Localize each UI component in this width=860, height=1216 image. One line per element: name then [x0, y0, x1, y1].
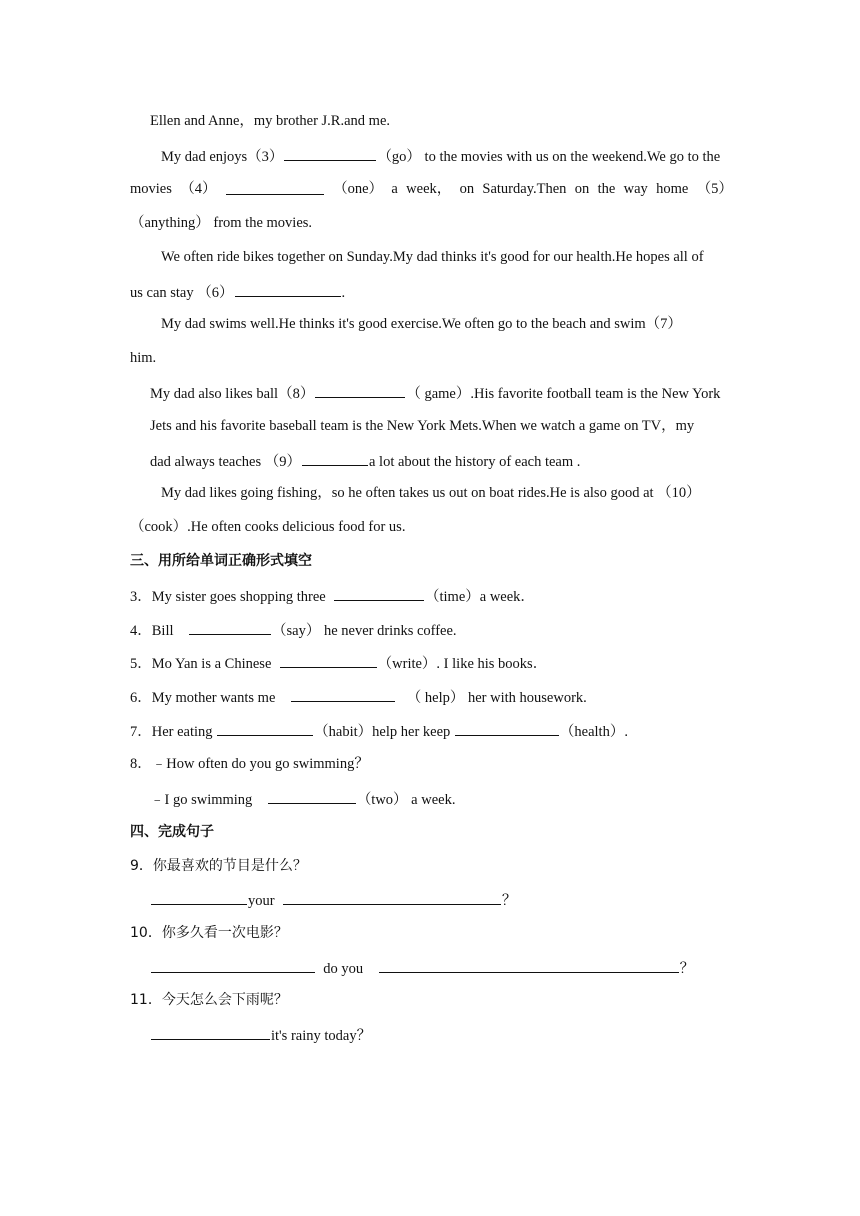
question-10: [130, 923, 288, 943]
question-text: （time）a week．: [424, 589, 535, 605]
passage-text: us can stay （6）: [130, 285, 234, 301]
passage-line-7: My dad swims well.He thinks it's good exercise.We often go to the beach and swim（7）: [161, 316, 682, 332]
passage-word: （5）: [696, 181, 733, 197]
section-heading-4: 四、完成句子: [130, 824, 214, 840]
question-7: [130, 720, 628, 742]
question-8-answer: [150, 788, 455, 810]
passage-word: way: [623, 181, 648, 197]
blank-q5[interactable]: [280, 652, 377, 668]
passage-line-4: （anything） from the movies.: [130, 215, 313, 231]
question-3: [130, 585, 535, 607]
blank-3[interactable]: [284, 145, 376, 161]
question-11: [130, 990, 288, 1010]
passage-line-5: We often ride bikes together on Sunday.My dad thinks it's good for our health.He hopes all of: [161, 249, 704, 265]
blank-8[interactable]: [315, 382, 405, 398]
passage-line-8: him.: [130, 350, 157, 366]
passage-word: a: [391, 181, 398, 197]
answer-text: your: [248, 893, 275, 909]
passage-text: dad always teaches （9）: [150, 454, 301, 470]
passage-word: week，: [406, 181, 452, 197]
passage-word: on: [574, 181, 590, 197]
blank-q6[interactable]: [291, 686, 395, 702]
question-text: （habit）help her keep: [314, 724, 451, 740]
blank-q9-1[interactable]: [151, 889, 247, 905]
question-text: 7．Her eating: [130, 724, 213, 740]
passage-line-6: [130, 281, 345, 303]
passage-text: My dad enjoys（3）: [161, 149, 284, 165]
passage-word: movies: [130, 181, 172, 197]
question-text: 9．你最喜欢的节目是什么？: [130, 858, 307, 874]
blank-q9-2[interactable]: [283, 889, 501, 905]
blank-q10-2[interactable]: [379, 957, 679, 973]
passage-text: （go） to the movies with us on the weekend.We go to the: [377, 149, 721, 165]
blank-q3[interactable]: [334, 585, 424, 601]
question-text: （ help） her with housework.: [406, 690, 587, 706]
question-text: 4．Bill: [130, 623, 174, 639]
answer-text: it's rainy today？: [271, 1028, 372, 1044]
blank-q7-habit[interactable]: [217, 720, 313, 736]
passage-word: on: [459, 181, 475, 197]
blank-q10-1[interactable]: [151, 957, 315, 973]
section-heading-3: 三、用所给单词正确形式填空: [130, 553, 312, 569]
passage-line-11: [150, 450, 580, 472]
question-text: 6．My mother wants me: [130, 690, 276, 706]
question-11-answer: [150, 1024, 371, 1046]
blank-9[interactable]: [302, 450, 368, 466]
answer-text: do you: [323, 961, 364, 977]
blank-4[interactable]: [226, 179, 324, 195]
question-6: [130, 686, 587, 708]
passage-text: My dad also likes ball（8）: [150, 386, 315, 402]
blank-q11[interactable]: [151, 1024, 270, 1040]
passage-word: （one）: [333, 181, 384, 197]
passage-line-12: My dad likes going fishing，so he often takes us out on boat rides.He is also good at （10）: [161, 485, 701, 501]
question-text: （health）.: [559, 724, 628, 740]
question-9-answer: [150, 889, 516, 911]
passage-line-2: [161, 145, 720, 167]
question-text: （two） a week.: [356, 792, 456, 808]
passage-text: （ game）.His favorite football team is the New York: [406, 386, 721, 402]
passage-line-1: Ellen and Anne，my brother J.R.and me.: [150, 113, 391, 129]
blank-q7-health[interactable]: [455, 720, 559, 736]
passage-text: a lot about the history of each team .: [369, 454, 581, 470]
passage-word: （4）: [180, 181, 217, 197]
passage-line-3: [130, 179, 733, 199]
question-4: [130, 619, 457, 641]
passage-line-13: （cook）.He often cooks delicious food for us.: [130, 519, 406, 535]
question-text: 3．My sister goes shopping three: [130, 589, 326, 605]
question-text: ﹣I go swimming: [150, 792, 253, 808]
blank-q8[interactable]: [268, 788, 356, 804]
passage-text: .: [341, 285, 346, 301]
question-9: [130, 856, 307, 876]
passage-word: home: [656, 181, 689, 197]
question-text: 10．你多久看一次电影？: [130, 925, 288, 941]
blank-q4[interactable]: [189, 619, 271, 635]
blank-6[interactable]: [235, 281, 341, 297]
question-8: 8．﹣How often do you go swimming？: [130, 756, 369, 772]
passage-word: the: [597, 181, 616, 197]
question-5: [130, 652, 547, 674]
question-10-answer: [150, 957, 694, 979]
question-text: 5．Mo Yan is a Chinese: [130, 656, 272, 672]
passage-word: Saturday.Then: [482, 181, 567, 197]
answer-text: ？: [679, 961, 695, 977]
answer-text: ？: [501, 893, 517, 909]
question-text: 11．今天怎么会下雨呢？: [130, 992, 288, 1008]
passage-line-10: Jets and his favorite baseball team is the New York Mets.When we watch a game on TV，my: [150, 418, 695, 434]
passage-line-9: [150, 382, 720, 404]
question-text: （say） he never drinks coffee.: [272, 623, 457, 639]
question-text: （write）. I like his books．: [377, 656, 548, 672]
